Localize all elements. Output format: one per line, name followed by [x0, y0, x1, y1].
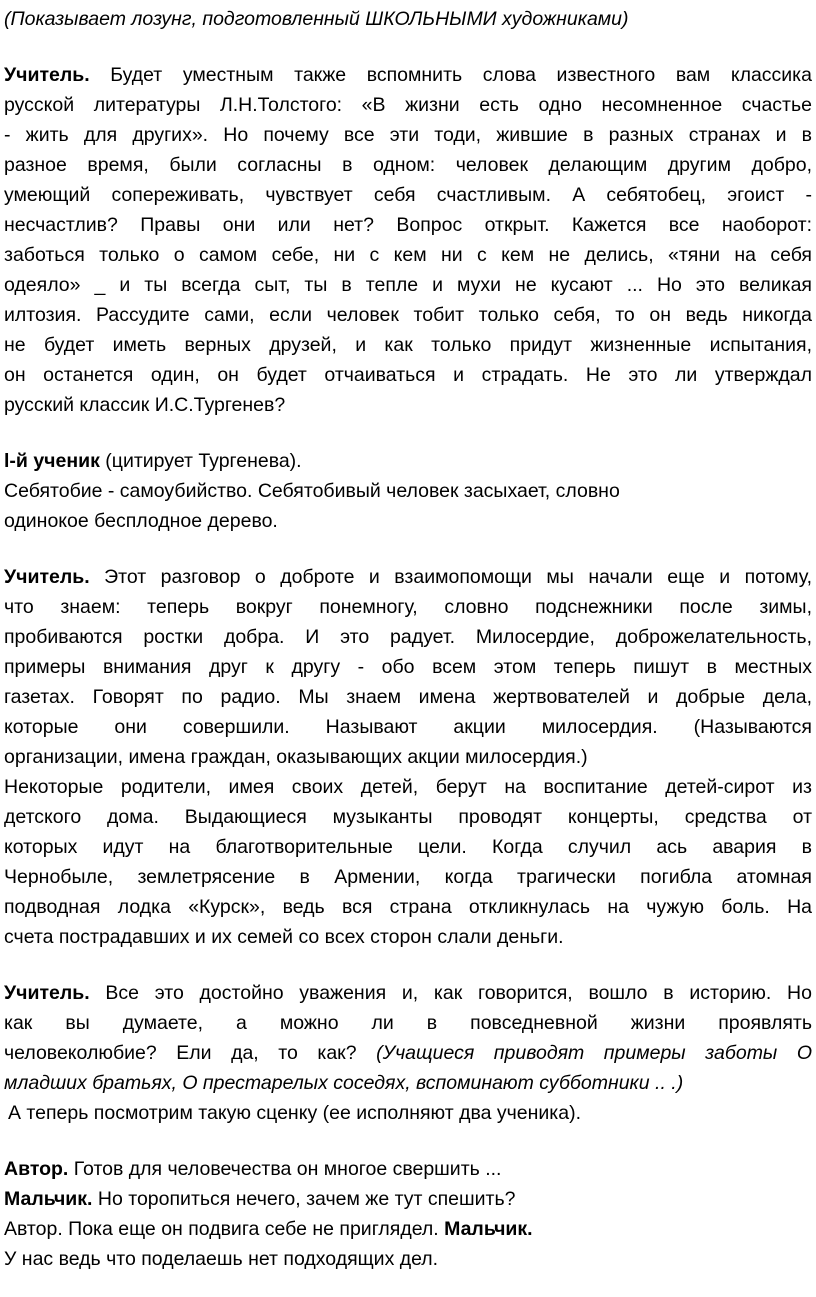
speaker-author: Автор.: [4, 1158, 69, 1180]
p1-text: Будет уместным также вспомнить слова известного вам классика: [89, 64, 812, 86]
p3-line-4: примеры внимания друг к другу - обо всем этом теперь пишут в местных: [4, 656, 812, 678]
p4-text: Все это достойно уважения и, как говорится, вошло в историю. Но: [89, 982, 812, 1004]
speaker-student-1: l-й ученик: [4, 450, 100, 472]
p1-line-11: он останется один, он будет отчаиваться и страдать. Не это ли утверждал: [4, 364, 812, 386]
p1-line-2: русской литературы Л.Н.Толстого: «В жизни есть одно несомненное счастье: [4, 94, 812, 116]
speaker-teacher: Учитель.: [4, 64, 90, 86]
p3-line-11: Чернобыле, землетрясение в Армении, когда трагически погибла атомная: [4, 866, 812, 888]
p1-line-12: русский классик И.С.Тургенев?: [4, 394, 286, 416]
intro-text: (Показывает лозунг, подготовленный ШКОЛЬНЫМИ художниками): [4, 8, 629, 30]
dialog1-line-1: [4, 1154, 812, 1184]
dialog1-text-1: Готов для человечества он многое свершить ...: [68, 1158, 502, 1180]
p3-line-7: организации, имена граждан, оказывающих акции милосердия.): [4, 746, 588, 768]
p3-line-1: [4, 562, 812, 592]
speaker-boy: Мальчик.: [4, 1188, 93, 1210]
p2-note: (цитирует Тургенева).: [99, 450, 302, 472]
p4-line-2: как вы думаете, а можно ли в повседневной жизни проявлять: [4, 1012, 812, 1034]
p1-line-5: умеющий сопереживать, чувствует себя счастливым. А себятобец, эгоист -: [4, 184, 812, 206]
p1-line-7: заботься только о самом себе, ни с кем ни с кем не делись, «тяни на себя: [4, 244, 812, 266]
p1-line-9: илтозия. Рассудите сами, если человек тобит только себя, то он ведь никогда: [4, 304, 812, 326]
p1-line-6: несчастлив? Правы они или нет? Вопрос открыт. Кажется все наоборот:: [4, 214, 812, 236]
p4-line-5: А теперь посмотрим такую сценку (ее исполняют два ученика).: [8, 1102, 581, 1124]
p3-line-13: счета пострадавших и их семей со всех сторон слали деньги.: [4, 926, 564, 948]
p3-line-3: пробиваются ростки добра. И это радует. Милосердие, доброжелательность,: [4, 626, 812, 648]
p2-line-3: одинокое бесплодное дерево.: [4, 510, 278, 532]
dialog1-line-2: [4, 1184, 812, 1214]
p1-line-8: одеяло» _ и ты всегда сыт, ты в тепле и мухи не кусают ... Но это великая: [4, 274, 812, 296]
p3-line-8: Некоторые родители, имея своих детей, берут на воспитание детей-сирот из: [4, 776, 812, 798]
p3-line-2: что знаем: теперь вокруг понемногу, словно подснежники после зимы,: [4, 596, 812, 618]
p4-line-1: [4, 978, 812, 1008]
p4-stage-direction: (Учащиеся приводят примеры заботы О: [376, 1042, 812, 1064]
dialog1-line-4: У нас ведь что поделаешь нет подходящих дел.: [4, 1248, 439, 1270]
intro-line: [4, 4, 812, 34]
p1-line-1: [4, 60, 812, 90]
p3-line-5: газетах. Говорят по радио. Мы знаем имена жертвователей и добрые дела,: [4, 686, 812, 708]
dialog1-line-3: [4, 1214, 812, 1244]
speaker-teacher: Учитель.: [4, 982, 90, 1004]
p1-line-10: не будет иметь верных друзей, и как только придут жизненные испытания,: [4, 334, 812, 356]
p4-line-3: [4, 1038, 812, 1068]
p1-line-4: разное время, были согласны в одном: человек делающим другим добро,: [4, 154, 812, 176]
p4-line-4: младших братьях, О престарелых соседях, вспоминают субботники .. .): [4, 1072, 684, 1094]
p3-line-10: которых идут на благотворительные цели. Когда случил ась авария в: [4, 836, 812, 858]
speaker-boy: Мальчик.: [444, 1218, 533, 1240]
p2-line-1: [4, 446, 812, 476]
speaker-teacher: Учитель.: [4, 566, 90, 588]
p3-line-9: детского дома. Выдающиеся музыканты проводят концерты, средства от: [4, 806, 812, 828]
p2-line-2: Себятобие - самоубийство. Себятобивый человек засыхает, словно: [4, 480, 620, 502]
dialog1-text-3: Автор. Пока еще он подвига себе не приглядел.: [4, 1218, 445, 1240]
dialog1-text-2: Но торопиться нечего, зачем же тут спешить?: [92, 1188, 516, 1210]
p3-text: Этот разговор о доброте и взаимопомощи мы начали еще и потому,: [89, 566, 812, 588]
p3-line-12: подводная лодка «Курск», ведь вся страна откликнулась на чужую боль. На: [4, 896, 812, 918]
p4-question: человеколюбие? Ели да, то как?: [4, 1042, 377, 1064]
p3-line-6: которые они совершили. Называют акции милосердия. (Называются: [4, 716, 812, 738]
p1-line-3: - жить для других». Но почему все эти тоди, жившие в разных странах и в: [4, 124, 812, 146]
